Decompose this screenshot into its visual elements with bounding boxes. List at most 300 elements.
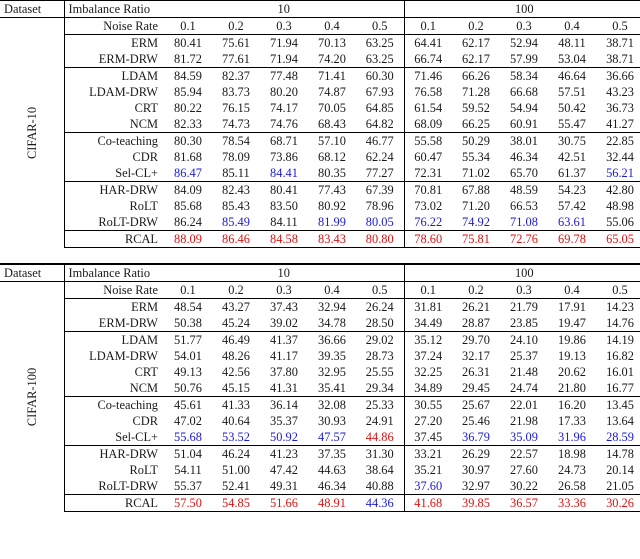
accuracy-cell: 54.23: [548, 182, 596, 199]
accuracy-cell: 16.77: [606, 381, 634, 395]
accuracy-cell: 71.28: [462, 85, 490, 99]
noise-level: 0.2: [212, 18, 260, 35]
accuracy-cell: 23.85: [510, 316, 538, 330]
table-row: [0, 495, 640, 512]
accuracy-cell: 46.34: [318, 479, 346, 493]
accuracy-cell: 27.20: [414, 414, 443, 428]
noise-level: 0.2: [452, 282, 500, 299]
accuracy-cell: 44.36: [356, 495, 404, 512]
accuracy-cell: 17.33: [558, 414, 586, 428]
accuracy-cell: 38.01: [500, 133, 548, 150]
accuracy-cell: 55.47: [558, 117, 586, 131]
accuracy-cell: 72.76: [500, 231, 548, 248]
accuracy-cell: 32.08: [308, 397, 356, 414]
accuracy-cell: 30.97: [462, 463, 490, 477]
accuracy-cell: 21.80: [558, 381, 586, 395]
accuracy-cell: 25.46: [462, 414, 490, 428]
accuracy-cell: 30.26: [596, 495, 640, 512]
accuracy-cell: 85.43: [222, 199, 250, 213]
accuracy-cell: 53.52: [222, 430, 250, 444]
noise-level: 0.2: [212, 282, 260, 299]
accuracy-cell: 76.22: [414, 215, 443, 229]
noise-level: 0.4: [308, 18, 356, 35]
ratio-100-header: 100: [404, 265, 640, 282]
results-table-cifar-100: [0, 264, 640, 512]
accuracy-cell: 37.24: [414, 349, 443, 363]
noise-level: 0.1: [404, 18, 452, 35]
accuracy-cell: 85.11: [222, 166, 250, 180]
accuracy-cell: 35.41: [318, 381, 346, 395]
accuracy-cell: 40.64: [222, 414, 250, 428]
accuracy-cell: 53.04: [558, 52, 586, 66]
method-name: CRT: [134, 101, 158, 115]
accuracy-cell: 34.89: [414, 381, 443, 395]
method-name: RCAL: [64, 495, 164, 512]
accuracy-cell: 31.96: [558, 430, 586, 444]
accuracy-cell: 21.98: [510, 414, 538, 428]
accuracy-cell: 80.41: [260, 182, 308, 199]
accuracy-cell: 36.57: [500, 495, 548, 512]
accuracy-cell: 26.29: [452, 446, 500, 463]
accuracy-cell: 26.31: [462, 365, 490, 379]
table-row: [0, 51, 640, 68]
accuracy-cell: 28.59: [606, 430, 634, 444]
accuracy-cell: 80.41: [164, 35, 212, 52]
accuracy-cell: 57.50: [164, 495, 212, 512]
accuracy-cell: 24.74: [510, 381, 538, 395]
accuracy-cell: 56.21: [606, 166, 634, 180]
accuracy-cell: 78.60: [404, 231, 452, 248]
accuracy-cell: 67.93: [356, 84, 404, 100]
noise-level: 0.5: [356, 282, 404, 299]
accuracy-cell: 45.15: [222, 381, 250, 395]
accuracy-cell: 22.57: [500, 446, 548, 463]
table-row: [0, 231, 640, 248]
table-row: [0, 35, 640, 52]
accuracy-cell: 47.02: [174, 414, 202, 428]
accuracy-cell: 37.80: [270, 365, 298, 379]
accuracy-cell: 41.68: [404, 495, 452, 512]
accuracy-cell: 29.02: [356, 332, 404, 349]
accuracy-cell: 44.86: [356, 429, 404, 446]
accuracy-cell: 72.31: [414, 166, 443, 180]
method-name: LDAM: [64, 68, 164, 85]
noise-rate-header: Noise Rate: [64, 282, 164, 299]
table-row: [0, 429, 640, 446]
accuracy-cell: 77.61: [222, 52, 250, 66]
method-name: HAR-DRW: [64, 182, 164, 199]
method-name: RoLT: [129, 199, 158, 213]
accuracy-cell: 38.71: [606, 52, 634, 66]
method-name: ERM: [64, 299, 164, 316]
accuracy-cell: 71.46: [404, 68, 452, 85]
accuracy-cell: 76.15: [222, 101, 250, 115]
table-row: [0, 380, 640, 397]
accuracy-cell: 36.14: [260, 397, 308, 414]
accuracy-cell: 55.37: [174, 479, 202, 493]
accuracy-cell: 36.79: [462, 430, 490, 444]
noise-level: 0.1: [164, 282, 212, 299]
accuracy-cell: 21.79: [500, 299, 548, 316]
accuracy-cell: 88.09: [164, 231, 212, 248]
method-name: HAR-DRW: [64, 446, 164, 463]
accuracy-cell: 81.68: [174, 150, 202, 164]
table-row: [0, 100, 640, 116]
noise-level: 0.5: [596, 282, 640, 299]
accuracy-cell: 28.87: [462, 316, 490, 330]
accuracy-cell: 39.85: [452, 495, 500, 512]
accuracy-cell: 80.35: [318, 166, 346, 180]
accuracy-cell: 75.61: [212, 35, 260, 52]
accuracy-cell: 46.77: [356, 133, 404, 150]
ratio-10-header: 10: [164, 1, 404, 18]
accuracy-cell: 31.30: [356, 446, 404, 463]
accuracy-cell: 14.19: [596, 332, 640, 349]
accuracy-cell: 74.87: [318, 85, 346, 99]
table-row: [0, 68, 640, 85]
accuracy-cell: 44.63: [318, 463, 346, 477]
accuracy-cell: 83.50: [270, 199, 298, 213]
accuracy-cell: 13.45: [596, 397, 640, 414]
accuracy-cell: 62.17: [452, 35, 500, 52]
accuracy-cell: 33.21: [404, 446, 452, 463]
accuracy-cell: 64.85: [356, 100, 404, 116]
accuracy-cell: 45.61: [164, 397, 212, 414]
accuracy-cell: 46.49: [212, 332, 260, 349]
table-row: [0, 84, 640, 100]
accuracy-cell: 60.30: [356, 68, 404, 85]
method-name: LDAM: [64, 332, 164, 349]
table-row: [0, 133, 640, 150]
noise-level: 0.1: [404, 282, 452, 299]
accuracy-cell: 54.85: [212, 495, 260, 512]
accuracy-cell: 60.91: [510, 117, 538, 131]
table-row: [0, 182, 640, 199]
accuracy-cell: 54.94: [510, 101, 538, 115]
accuracy-cell: 84.59: [164, 68, 212, 85]
accuracy-cell: 54.01: [174, 349, 202, 363]
accuracy-cell: 60.47: [414, 150, 443, 164]
accuracy-cell: 51.77: [164, 332, 212, 349]
accuracy-cell: 35.37: [270, 414, 298, 428]
accuracy-cell: 80.22: [174, 101, 202, 115]
dataset-label: [0, 282, 64, 512]
accuracy-cell: 84.41: [270, 166, 298, 180]
accuracy-cell: 14.76: [606, 316, 634, 330]
accuracy-cell: 13.64: [606, 414, 634, 428]
accuracy-cell: 32.97: [462, 479, 490, 493]
table-row: [0, 214, 640, 231]
accuracy-cell: 24.91: [356, 413, 404, 429]
accuracy-cell: 82.37: [212, 68, 260, 85]
accuracy-cell: 68.09: [414, 117, 443, 131]
accuracy-cell: 73.02: [414, 199, 443, 213]
accuracy-cell: 50.42: [558, 101, 586, 115]
noise-rate-header: Noise Rate: [64, 18, 164, 35]
table-separator: [0, 248, 640, 264]
accuracy-cell: 65.05: [596, 231, 640, 248]
accuracy-cell: 16.82: [606, 349, 634, 363]
accuracy-cell: 84.58: [260, 231, 308, 248]
accuracy-cell: 78.09: [222, 150, 250, 164]
accuracy-cell: 78.54: [212, 133, 260, 150]
accuracy-cell: 19.86: [548, 332, 596, 349]
accuracy-cell: 41.37: [260, 332, 308, 349]
accuracy-cell: 35.09: [510, 430, 538, 444]
table-row: [0, 299, 640, 316]
accuracy-cell: 25.55: [356, 364, 404, 380]
accuracy-cell: 83.43: [308, 231, 356, 248]
accuracy-cell: 57.10: [308, 133, 356, 150]
accuracy-cell: 54.11: [174, 463, 202, 477]
noise-rate-row: [0, 282, 640, 299]
dataset-name: CIFAR-100: [24, 367, 39, 426]
accuracy-cell: 66.26: [452, 68, 500, 85]
accuracy-cell: 20.14: [606, 463, 634, 477]
method-name: Co-teaching: [64, 397, 164, 414]
method-name: Sel-CL+: [115, 166, 158, 180]
method-name: ERM: [64, 35, 164, 52]
accuracy-cell: 57.51: [558, 85, 586, 99]
accuracy-cell: 50.29: [452, 133, 500, 150]
table-row: [0, 413, 640, 429]
accuracy-cell: 71.94: [270, 52, 298, 66]
accuracy-cell: 36.66: [308, 332, 356, 349]
accuracy-cell: 17.91: [548, 299, 596, 316]
noise-level: 0.3: [260, 18, 308, 35]
accuracy-cell: 28.50: [356, 315, 404, 332]
accuracy-cell: 48.26: [222, 349, 250, 363]
noise-level: 0.4: [548, 282, 596, 299]
dataset-label: [0, 18, 64, 248]
method-name: NCM: [129, 381, 158, 395]
accuracy-cell: 25.33: [356, 397, 404, 414]
accuracy-cell: 86.24: [174, 215, 202, 229]
accuracy-cell: 28.73: [356, 348, 404, 364]
accuracy-cell: 67.39: [356, 182, 404, 199]
accuracy-cell: 73.86: [270, 150, 298, 164]
noise-level: 0.4: [548, 18, 596, 35]
accuracy-cell: 26.58: [558, 479, 586, 493]
table-row: [0, 116, 640, 133]
accuracy-cell: 27.60: [510, 463, 538, 477]
accuracy-cell: 70.05: [318, 101, 346, 115]
accuracy-cell: 43.27: [212, 299, 260, 316]
accuracy-cell: 68.12: [318, 150, 346, 164]
accuracy-cell: 24.73: [558, 463, 586, 477]
accuracy-cell: 30.93: [318, 414, 346, 428]
accuracy-cell: 21.05: [606, 479, 634, 493]
method-name: CDR: [132, 414, 158, 428]
accuracy-cell: 20.62: [558, 365, 586, 379]
accuracy-cell: 34.78: [318, 316, 346, 330]
method-name: CDR: [132, 150, 158, 164]
accuracy-cell: 31.81: [404, 299, 452, 316]
ratio-100-header: 100: [404, 1, 640, 18]
accuracy-cell: 80.20: [270, 85, 298, 99]
accuracy-cell: 30.55: [404, 397, 452, 414]
accuracy-cell: 52.94: [500, 35, 548, 52]
accuracy-cell: 85.94: [174, 85, 202, 99]
accuracy-cell: 41.17: [270, 349, 298, 363]
accuracy-cell: 33.36: [548, 495, 596, 512]
accuracy-cell: 39.02: [270, 316, 298, 330]
accuracy-cell: 78.96: [356, 198, 404, 214]
accuracy-cell: 85.68: [174, 199, 202, 213]
accuracy-cell: 58.34: [500, 68, 548, 85]
accuracy-cell: 63.61: [558, 215, 586, 229]
imbalance-ratio-header: Imbalance Ratio: [64, 265, 164, 282]
accuracy-cell: 61.54: [414, 101, 443, 115]
accuracy-cell: 61.37: [558, 166, 586, 180]
accuracy-cell: 68.71: [260, 133, 308, 150]
accuracy-cell: 51.66: [260, 495, 308, 512]
accuracy-cell: 80.30: [164, 133, 212, 150]
accuracy-cell: 68.43: [318, 117, 346, 131]
accuracy-cell: 25.37: [510, 349, 538, 363]
noise-level: 0.4: [308, 282, 356, 299]
table-row: [0, 165, 640, 182]
noise-level: 0.3: [500, 282, 548, 299]
accuracy-cell: 36.73: [606, 101, 634, 115]
accuracy-cell: 37.43: [260, 299, 308, 316]
accuracy-cell: 55.68: [174, 430, 202, 444]
accuracy-cell: 76.58: [414, 85, 443, 99]
accuracy-cell: 74.73: [222, 117, 250, 131]
accuracy-cell: 14.78: [596, 446, 640, 463]
dataset-header: Dataset: [0, 1, 64, 18]
accuracy-cell: 55.06: [606, 215, 634, 229]
accuracy-cell: 64.82: [356, 116, 404, 133]
method-name: RoLT: [129, 463, 158, 477]
accuracy-cell: 30.75: [548, 133, 596, 150]
accuracy-cell: 24.10: [500, 332, 548, 349]
accuracy-cell: 48.98: [606, 199, 634, 213]
accuracy-cell: 39.35: [318, 349, 346, 363]
accuracy-cell: 41.33: [212, 397, 260, 414]
results-table-cifar-10: [0, 0, 640, 248]
accuracy-cell: 48.59: [500, 182, 548, 199]
accuracy-cell: 55.34: [462, 150, 490, 164]
noise-level: 0.3: [500, 18, 548, 35]
accuracy-cell: 63.25: [356, 51, 404, 68]
accuracy-cell: 59.52: [462, 101, 490, 115]
accuracy-cell: 77.27: [356, 165, 404, 182]
imbalance-ratio-header: Imbalance Ratio: [64, 1, 164, 18]
accuracy-cell: 42.51: [558, 150, 586, 164]
accuracy-cell: 48.54: [164, 299, 212, 316]
accuracy-cell: 86.46: [212, 231, 260, 248]
accuracy-cell: 35.12: [404, 332, 452, 349]
accuracy-cell: 77.43: [308, 182, 356, 199]
accuracy-cell: 77.48: [260, 68, 308, 85]
accuracy-cell: 45.24: [222, 316, 250, 330]
accuracy-cell: 36.66: [596, 68, 640, 85]
accuracy-cell: 80.80: [356, 231, 404, 248]
table-row: [0, 198, 640, 214]
accuracy-cell: 66.53: [510, 199, 538, 213]
accuracy-cell: 50.76: [174, 381, 202, 395]
accuracy-cell: 74.17: [270, 101, 298, 115]
accuracy-cell: 74.76: [270, 117, 298, 131]
accuracy-cell: 69.78: [548, 231, 596, 248]
accuracy-cell: 19.13: [558, 349, 586, 363]
accuracy-cell: 47.57: [318, 430, 346, 444]
accuracy-cell: 84.11: [270, 215, 298, 229]
method-name: Co-teaching: [64, 133, 164, 150]
accuracy-cell: 81.72: [174, 52, 202, 66]
accuracy-cell: 40.88: [356, 478, 404, 495]
accuracy-cell: 82.33: [174, 117, 202, 131]
accuracy-cell: 29.34: [356, 380, 404, 397]
accuracy-cell: 32.25: [414, 365, 443, 379]
accuracy-cell: 75.81: [452, 231, 500, 248]
accuracy-cell: 18.98: [548, 446, 596, 463]
accuracy-cell: 70.13: [308, 35, 356, 52]
accuracy-cell: 66.74: [414, 52, 443, 66]
table-row: [0, 364, 640, 380]
accuracy-cell: 66.68: [510, 85, 538, 99]
accuracy-cell: 64.41: [404, 35, 452, 52]
accuracy-cell: 71.08: [510, 215, 538, 229]
method-name: LDAM-DRW: [89, 349, 158, 363]
accuracy-cell: 51.04: [164, 446, 212, 463]
method-name: RoLT-DRW: [98, 479, 158, 493]
noise-level: 0.3: [260, 282, 308, 299]
accuracy-cell: 26.21: [452, 299, 500, 316]
accuracy-cell: 55.58: [404, 133, 452, 150]
table-row: [0, 149, 640, 165]
accuracy-cell: 57.42: [558, 199, 586, 213]
accuracy-cell: 49.31: [270, 479, 298, 493]
accuracy-cell: 51.00: [222, 463, 250, 477]
table-row: [0, 446, 640, 463]
accuracy-cell: 71.20: [462, 199, 490, 213]
table-row: [0, 332, 640, 349]
accuracy-cell: 50.92: [270, 430, 298, 444]
accuracy-cell: 85.49: [222, 215, 250, 229]
accuracy-cell: 70.81: [404, 182, 452, 199]
accuracy-cell: 34.49: [414, 316, 443, 330]
method-name: Sel-CL+: [115, 430, 158, 444]
table-row: [0, 478, 640, 495]
accuracy-cell: 52.41: [222, 479, 250, 493]
accuracy-cell: 41.27: [606, 117, 634, 131]
accuracy-cell: 22.85: [596, 133, 640, 150]
accuracy-cell: 25.67: [452, 397, 500, 414]
method-name: ERM-DRW: [98, 52, 158, 66]
accuracy-cell: 47.42: [270, 463, 298, 477]
accuracy-cell: 35.21: [414, 463, 443, 477]
noise-level: 0.5: [596, 18, 640, 35]
accuracy-cell: 62.24: [356, 149, 404, 165]
accuracy-cell: 42.56: [222, 365, 250, 379]
accuracy-cell: 16.20: [548, 397, 596, 414]
accuracy-cell: 29.45: [462, 381, 490, 395]
accuracy-cell: 57.99: [510, 52, 538, 66]
method-name: RoLT-DRW: [98, 215, 158, 229]
accuracy-cell: 46.24: [212, 446, 260, 463]
header-row: [0, 265, 640, 282]
accuracy-cell: 16.01: [606, 365, 634, 379]
accuracy-cell: 38.71: [596, 35, 640, 52]
accuracy-cell: 83.73: [222, 85, 250, 99]
table-row: [0, 397, 640, 414]
accuracy-cell: 80.92: [318, 199, 346, 213]
accuracy-cell: 82.43: [212, 182, 260, 199]
accuracy-cell: 71.02: [462, 166, 490, 180]
noise-level: 0.5: [356, 18, 404, 35]
